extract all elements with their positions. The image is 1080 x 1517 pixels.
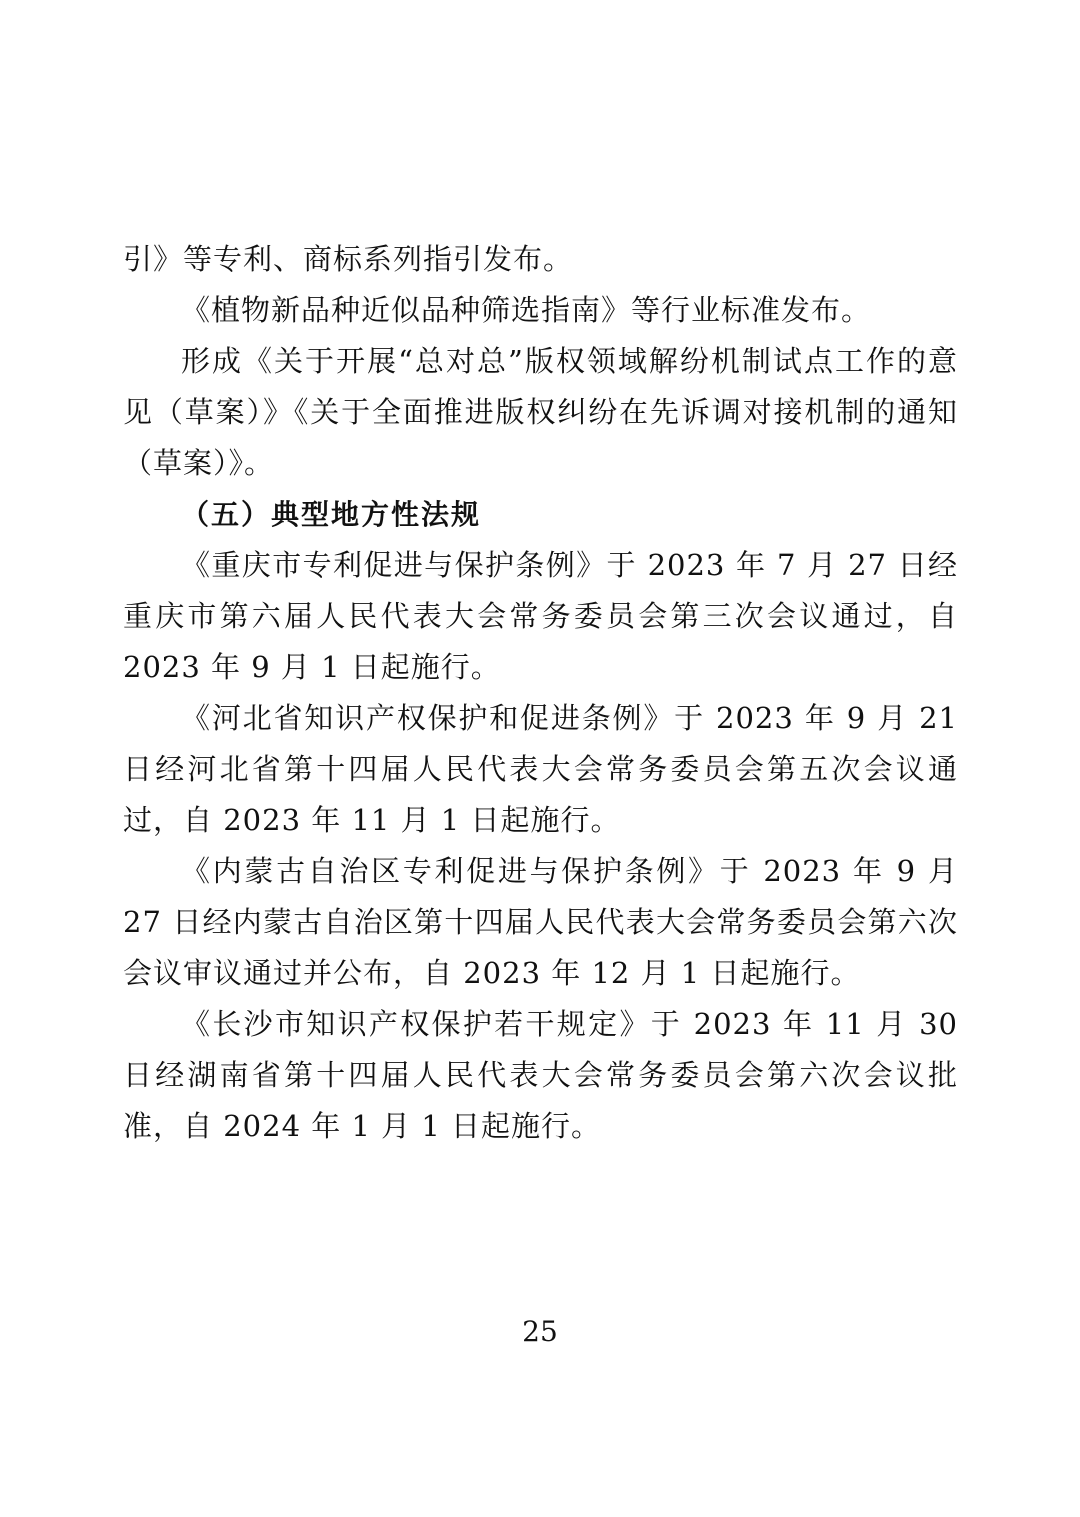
paragraph-hebei-regulation: 《河北省知识产权保护和促进条例》于 2023 年 9 月 21 日经河北省第十四届人民代表大会常务委员会第五次会议通过，自 2023 年 11 月 1 日起施行。 [123, 701, 958, 837]
paragraph-continued: 引》等专利、商标系列指引发布。 [123, 242, 574, 276]
paragraph-chongqing-regulation: 《重庆市专利促进与保护条例》于 2023 年 7 月 27 日经重庆市第六届人民代表大会常务委员会第三次会议通过，自 2023 年 9 月 1 日起施行。 [123, 548, 958, 684]
paragraph-inner-mongolia-regulation: 《内蒙古自治区专利促进与保护条例》于 2023 年 9 月 27 日经内蒙古自治区第十四届人民代表大会常务委员会第六次会议审议通过并公布，自 2023 年 12 月 1 日起施行。 [123, 854, 958, 990]
paragraph-plant-variety-standard: 《植物新品种近似品种筛选指南》等行业标准发布。 [181, 293, 872, 327]
paragraph-changsha-regulation: 《长沙市知识产权保护若干规定》于 2023 年 11 月 30 日经湖南省第十四届人民代表大会常务委员会第六次会议批准，自 2024 年 1 月 1 日起施行。 [123, 1007, 958, 1143]
body-text [123, 234, 958, 1152]
section-heading: （五）典型地方性法规 [181, 498, 482, 531]
paragraph-copyright-drafts: 形成《关于开展“总对总”版权领域解纷机制试点工作的意见（草案）》《关于全面推进版权纠纷在先诉调对接机制的通知（草案）》。 [123, 344, 958, 480]
page-number: 25 [522, 1315, 558, 1348]
